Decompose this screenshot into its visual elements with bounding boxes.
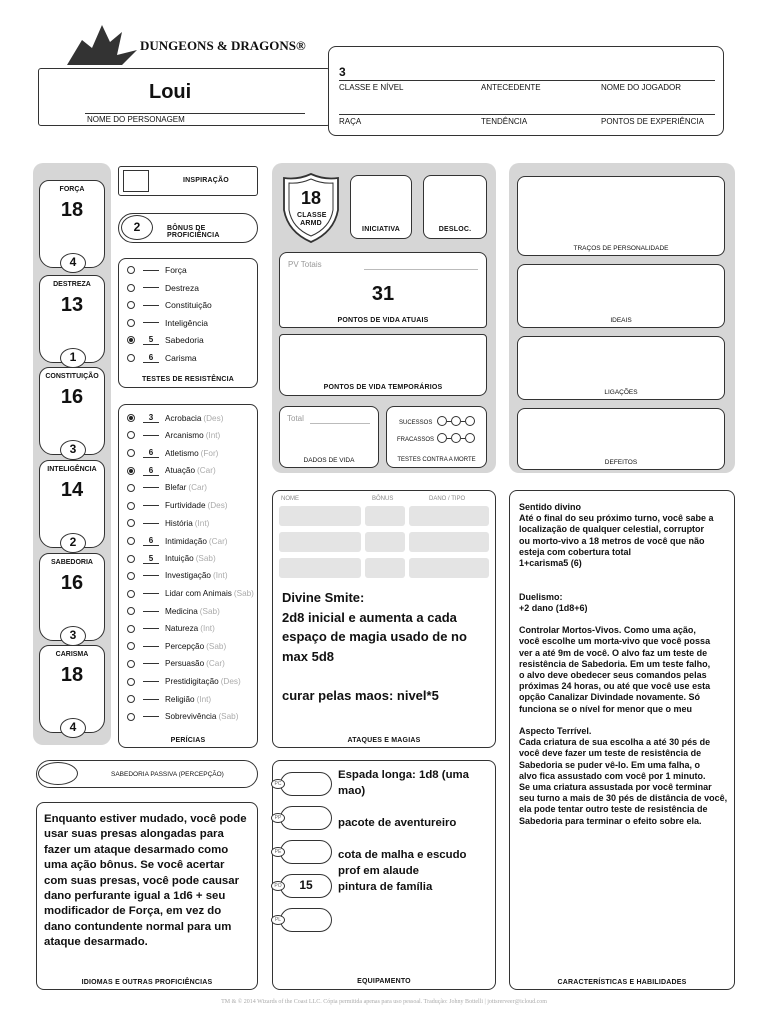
saving-throw-name: Constituição <box>165 300 212 310</box>
max-hp-line <box>364 269 478 270</box>
header-line-1 <box>339 80 715 81</box>
ability-modifier: 1 <box>60 348 86 368</box>
saving-throws-title: TESTES DE RESISTÊNCIA <box>141 376 235 383</box>
skill-row[interactable] <box>127 642 226 651</box>
proficiency-checkbox[interactable] <box>127 449 135 457</box>
attack-col-name: NOME <box>281 496 299 502</box>
feature-line: esteja com cobertura total <box>519 546 632 557</box>
saving-throw-name: Força <box>165 265 187 275</box>
logo-text: DUNGEONS & DRAGONS® <box>140 38 306 53</box>
attack-col-bonus: BÔNUS <box>372 496 394 502</box>
feature-line: Controlar Mortos-Vivos. Como uma ação, <box>519 625 696 636</box>
feature-line: Duelismo: <box>519 591 563 602</box>
proficiency-checkbox[interactable] <box>127 519 135 527</box>
header-line-2 <box>339 114 715 115</box>
skill-value[interactable] <box>143 716 159 717</box>
proficiency-checkbox[interactable] <box>127 660 135 668</box>
flaws-label: DEFEITOS <box>604 459 638 466</box>
skill-attribute: (Car) <box>206 659 225 669</box>
proficiency-checkbox[interactable] <box>127 607 135 615</box>
proficiency-checkbox[interactable] <box>127 301 135 309</box>
footer-text: TM & © 2014 Wizards of the Coast LLC. Cópia permitida apenas para uso pessoal. Tradução: Johny Bottelli | jottsrerveer@icloud.com <box>221 999 547 1005</box>
coin-gp[interactable]: PO 15 <box>280 874 332 898</box>
xp-label: PONTOS DE EXPERIÊNCIA <box>601 117 704 126</box>
skill-attribute: (Sab) <box>199 606 220 616</box>
ability-modifier: 4 <box>60 718 86 738</box>
feature-line <box>519 614 731 625</box>
ability-destreza: DESTREZA 13 1 <box>39 275 105 363</box>
attack-row-1-damage[interactable] <box>409 506 489 526</box>
ability-score[interactable]: 18 <box>60 664 84 686</box>
skill-value[interactable] <box>143 699 159 700</box>
proficiency-checkbox[interactable] <box>127 467 135 475</box>
attack-col-damage: DANO / TIPO <box>429 496 466 502</box>
skill-value[interactable] <box>143 628 159 629</box>
skill-row[interactable] <box>127 413 223 423</box>
skill-attribute: (Sab) <box>206 641 227 651</box>
skill-value[interactable] <box>143 663 159 664</box>
skill-value[interactable] <box>143 575 159 576</box>
proficiency-checkbox[interactable] <box>127 431 135 439</box>
initiative-box[interactable] <box>350 175 412 239</box>
class-level-label: CLASSE E NÍVEL <box>339 83 404 92</box>
logo <box>62 20 332 70</box>
inspiration-box[interactable] <box>118 166 258 196</box>
skill-row[interactable] <box>127 607 220 616</box>
coin-ep[interactable]: PE <box>280 840 332 864</box>
saving-throw-row[interactable] <box>127 335 204 345</box>
bonds-box[interactable] <box>517 336 725 400</box>
dragon-emblem-icon <box>62 20 142 70</box>
hit-dice-label: DADOS DE VIDA <box>303 457 355 464</box>
bonds-label: LIGAÇÕES <box>604 389 638 396</box>
skill-attribute: (Int) <box>200 624 215 634</box>
saving-throw-value[interactable]: 5 <box>143 335 159 345</box>
proficiency-checkbox[interactable] <box>127 484 135 492</box>
death-failures-checks[interactable] <box>437 433 475 443</box>
skill-name: Religião <box>165 694 195 704</box>
current-hp-box[interactable] <box>279 252 487 328</box>
character-name-value[interactable]: Loui <box>149 81 192 103</box>
feature-line <box>519 569 731 580</box>
coin-sp[interactable]: PP <box>280 806 332 830</box>
skill-attribute: (Sab) <box>218 712 239 722</box>
proficiency-checkbox[interactable] <box>127 354 135 362</box>
feature-line <box>519 715 731 726</box>
skill-attribute: (Des) <box>203 413 224 423</box>
hit-dice-total-line <box>310 423 370 424</box>
ability-score[interactable]: 18 <box>60 199 84 221</box>
feature-line: você escolhe um morta-vivo que você possa <box>519 636 711 647</box>
feature-line: funciona se o nível for menor que o meu <box>519 703 693 714</box>
skill-attribute: (Car) <box>197 466 216 476</box>
character-name-banner <box>38 68 330 126</box>
proficiency-checkbox[interactable] <box>127 502 135 510</box>
feature-line <box>519 580 731 591</box>
saving-throw-value[interactable] <box>143 322 159 323</box>
feature-line: ou morto-vivo a 18 metros de você que não <box>519 535 705 546</box>
character-name-label: NOME DO PERSONAGEM <box>87 115 185 124</box>
feature-line: o alvo deve obedecer seus comandos pelas <box>519 670 707 680</box>
ability-modifier: 3 <box>60 626 86 646</box>
proficiency-checkbox[interactable] <box>127 555 135 563</box>
skill-row[interactable] <box>127 695 211 704</box>
ability-forca: FORÇA 18 4 <box>39 180 105 268</box>
skill-name: Arcanismo <box>165 430 204 440</box>
ability-inteligencia: INTELIGÊNCIA 14 2 <box>39 460 105 548</box>
saving-throw-name: Inteligência <box>165 317 209 328</box>
ideals-box[interactable] <box>517 264 725 328</box>
feature-line: alvo fica assustado com você por 1 minuto. <box>519 770 706 781</box>
skill-row[interactable] <box>127 659 225 668</box>
skill-attribute: (Int) <box>212 571 228 581</box>
feature-line: seu turno a mais de 30 pés de distância de você, <box>519 793 728 804</box>
skill-value[interactable] <box>143 611 159 612</box>
death-failures-label: FRACASSOS <box>397 437 435 443</box>
alignment-label: TENDÊNCIA <box>481 117 528 126</box>
proficiency-checkbox[interactable] <box>127 642 135 650</box>
feature-line: localização de qualquer celestial, corruptor <box>519 524 705 535</box>
skill-value[interactable]: 3 <box>143 413 159 423</box>
temp-hp-label: PONTOS DE VIDA TEMPORÁRIOS <box>323 384 443 391</box>
hit-dice-total-label: Total <box>287 414 304 423</box>
skill-attribute: (For) <box>200 448 219 458</box>
skill-name: Persuasão <box>165 659 205 669</box>
feature-line: resistência de Sabedoria. Em um teste falho, <box>519 658 711 669</box>
inspiration-label: INSPIRAÇÃO <box>183 177 229 184</box>
skill-attribute: (Sab) <box>233 589 254 598</box>
saving-throw-value[interactable] <box>143 270 159 271</box>
skill-name: Atletismo <box>165 448 199 458</box>
attack-row-1-name[interactable] <box>279 506 361 526</box>
skill-attribute: (Car) <box>208 536 228 546</box>
proficiency-checkbox[interactable] <box>127 319 135 327</box>
current-hp-label: PONTOS DE VIDA ATUAIS <box>337 317 429 324</box>
ability-constituicao: CONSTITUIÇÃO 16 3 <box>39 367 105 455</box>
character-name-line <box>85 113 305 114</box>
proficiency-checkbox[interactable] <box>127 713 135 721</box>
skills-box <box>118 404 258 748</box>
feature-line: próximas 24 horas, ou até que você use esta <box>519 681 711 692</box>
features-box <box>509 490 735 990</box>
ability-modifier: 4 <box>60 253 86 273</box>
skill-value[interactable]: 6 <box>143 536 159 546</box>
saving-throws-box <box>118 258 258 388</box>
features-title: CARACTERÍSTICAS E HABILIDADES <box>557 979 687 986</box>
proficiency-value[interactable]: 2 <box>121 215 153 240</box>
death-saves-label: TESTES CONTRA A MORTE <box>397 457 476 463</box>
death-successes-label: SUCESSOS <box>399 420 433 426</box>
armor-class-value[interactable]: 18 <box>300 188 322 208</box>
skill-row[interactable] <box>127 431 220 440</box>
skill-value[interactable] <box>143 681 159 682</box>
proficiency-checkbox[interactable] <box>127 336 135 344</box>
skills-title: PERÍCIAS <box>170 737 206 744</box>
personality-traits-box[interactable] <box>517 176 725 256</box>
skill-attribute: (Sab) <box>195 554 216 564</box>
skill-attribute: (Car) <box>188 483 208 493</box>
skill-row[interactable] <box>127 501 228 510</box>
equipment-title: EQUIPAMENTO <box>357 978 411 985</box>
saving-throw-name: Sabedoria <box>165 335 204 345</box>
skill-row[interactable] <box>127 571 228 580</box>
ability-sabedoria: SABEDORIA 16 3 <box>39 553 105 641</box>
saving-throw-value[interactable] <box>143 287 159 288</box>
proficiency-checkbox[interactable] <box>127 678 135 686</box>
skill-name: Intuição <box>165 554 194 564</box>
speed-label: DESLOC. <box>438 226 472 233</box>
attack-row-3-damage[interactable] <box>409 558 489 578</box>
ability-score[interactable]: 13 <box>60 294 84 316</box>
saving-throw-name: Destreza <box>165 282 200 293</box>
speed-box[interactable] <box>423 175 487 239</box>
feature-line: ver a até 9m de você. O alvo faz um teste de <box>519 647 708 658</box>
class-level-value[interactable]: 3 <box>339 65 346 79</box>
skill-name: Furtividade <box>165 501 206 510</box>
feature-line: Sabedoria se puder vê-lo. Em uma falha, o <box>519 759 701 770</box>
race-label: RAÇA <box>339 117 362 126</box>
skill-row[interactable] <box>127 589 254 598</box>
passive-perception-box <box>36 760 258 788</box>
skill-row[interactable] <box>127 466 216 476</box>
saving-throw-value[interactable]: 6 <box>143 353 159 363</box>
skill-value[interactable] <box>143 435 159 436</box>
death-successes-checks[interactable] <box>437 416 475 426</box>
header-info-box <box>328 46 724 136</box>
ideals-label: IDEAIS <box>610 317 632 324</box>
saving-throw-row[interactable] <box>127 353 197 363</box>
proficiency-checkbox[interactable] <box>127 572 135 580</box>
ability-modifier: 2 <box>60 533 86 553</box>
skill-value[interactable]: 6 <box>143 448 159 458</box>
features-text[interactable] <box>519 502 731 827</box>
skill-row[interactable] <box>127 624 215 633</box>
ability-carisma: CARISMA 18 4 <box>39 645 105 733</box>
skill-name: Natureza <box>165 624 199 634</box>
attack-row-3-bonus[interactable] <box>365 558 405 578</box>
feature-line: +2 dano (1d8+6) <box>519 602 588 613</box>
skill-row[interactable] <box>127 677 241 686</box>
saving-throw-name: Carisma <box>165 352 197 363</box>
skill-name: Medicina <box>165 606 198 616</box>
skill-row[interactable] <box>127 712 238 721</box>
saving-throw-value[interactable] <box>143 305 159 306</box>
passive-perception-value[interactable] <box>38 762 78 785</box>
saving-throw-row[interactable] <box>127 283 199 293</box>
skill-name: Atuação <box>165 466 196 476</box>
languages-text[interactable]: Enquanto estiver mudado, você pode usar suas presas alongadas para fazer um ataque desarmado como uma ação bônus. Se você acertar com suas presas, você pode causar dano perfurante igual a 1d6 + seu modificador de Força, em vez do dano contundente normal para um ataque desarmado. <box>44 813 247 949</box>
inspiration-checkbox[interactable] <box>123 170 149 192</box>
feature-line: ela pode tentar outro teste de resistência de <box>519 804 708 815</box>
attacks-box <box>272 490 496 748</box>
attack-row-2-damage[interactable] <box>409 532 489 552</box>
skill-name: Percepção <box>165 641 205 651</box>
ability-score[interactable]: 14 <box>60 479 84 501</box>
armor-class-shield <box>280 172 342 244</box>
skill-row[interactable] <box>127 448 218 458</box>
skill-attribute: (Des) <box>207 501 228 510</box>
coin-cp[interactable]: PC <box>280 772 332 796</box>
proficiency-checkbox[interactable] <box>127 414 135 422</box>
ability-modifier: 3 <box>60 440 86 460</box>
feature-line: 1+carisma5 (6) <box>519 558 582 569</box>
proficiency-checkbox[interactable] <box>127 625 135 633</box>
proficiency-checkbox[interactable] <box>127 537 135 545</box>
ability-score[interactable]: 16 <box>60 386 84 408</box>
passive-perception-label: SABEDORIA PASSIVA (PERCEPÇÃO) <box>111 771 224 778</box>
skill-value[interactable]: 5 <box>143 554 159 564</box>
languages-title: IDIOMAS E OUTRAS PROFICIÊNCIAS <box>81 979 213 986</box>
temp-hp-box[interactable] <box>279 334 487 396</box>
skill-name: Intimidação <box>165 536 207 546</box>
feature-line: Sabedoria para terminar o efeito sobre ela. <box>519 815 702 826</box>
proficiency-checkbox[interactable] <box>127 590 135 598</box>
attacks-title: ATAQUES E MAGIAS <box>347 737 421 744</box>
feature-line: Cada criatura de sua escolha a até 30 pés de <box>519 737 711 748</box>
feature-line: Aspecto Terrível. <box>519 726 592 736</box>
feature-line: você deve fazer um teste de resistência de <box>519 748 702 759</box>
skill-row[interactable] <box>127 554 216 564</box>
attack-row-3-name[interactable] <box>279 558 361 578</box>
attacks-notes[interactable]: Divine Smite: 2d8 inicial e aumenta a cada espaço de magia usado de no max 5d8 curar pelas maos: nivel*5 <box>282 590 467 703</box>
skill-row[interactable] <box>127 519 209 528</box>
saving-throw-row[interactable] <box>127 265 187 275</box>
skill-value[interactable] <box>143 505 159 506</box>
skill-value[interactable] <box>143 487 159 488</box>
feature-line: Se uma criatura assustada por você terminar <box>519 782 712 793</box>
skill-attribute: (Des) <box>220 677 241 686</box>
attack-row-2-bonus[interactable] <box>365 532 405 552</box>
proficiency-checkbox[interactable] <box>127 284 135 292</box>
current-hp-value[interactable]: 31 <box>371 283 395 305</box>
ability-score[interactable]: 16 <box>60 572 84 594</box>
coin-pp[interactable]: PL <box>280 908 332 932</box>
proficiency-checkbox[interactable] <box>127 695 135 703</box>
death-saves-box <box>386 406 487 468</box>
feature-line: opção Canalizar Divindade novamente. Só <box>519 692 701 703</box>
skill-name: Lidar com Animais <box>165 589 232 598</box>
flaws-box[interactable] <box>517 408 725 470</box>
saving-throw-row[interactable] <box>127 318 208 328</box>
attack-row-2-name[interactable] <box>279 532 361 552</box>
languages-box <box>36 802 258 990</box>
max-hp-label: PV Totais <box>288 260 322 269</box>
skill-value[interactable]: 6 <box>143 466 159 476</box>
proficiency-checkbox[interactable] <box>127 266 135 274</box>
background-label: ANTECEDENTE <box>481 83 541 92</box>
skill-name: Acrobacia <box>165 413 202 423</box>
skill-value[interactable] <box>143 593 159 594</box>
hit-dice-box[interactable] <box>279 406 379 468</box>
skill-attribute: (Int) <box>205 430 221 440</box>
skill-name: Blefar <box>165 483 187 493</box>
saving-throw-row[interactable] <box>127 300 212 310</box>
skill-attribute: (Int) <box>194 518 210 528</box>
skill-value[interactable] <box>143 523 159 524</box>
personality-traits-label: TRAÇOS DE PERSONALIDADE <box>573 245 669 252</box>
skill-attribute: (Int) <box>196 694 212 704</box>
player-name-label: NOME DO JOGADOR <box>601 83 682 92</box>
skill-name: História <box>165 518 193 528</box>
proficiency-box <box>118 213 258 243</box>
skill-value[interactable] <box>143 646 159 647</box>
attack-row-1-bonus[interactable] <box>365 506 405 526</box>
skill-row[interactable] <box>127 536 228 546</box>
proficiency-label: BÔNUS DE PROFICIÊNCIA <box>167 225 220 239</box>
skill-name: Prestidigitação <box>165 677 219 686</box>
feature-line: Até o final do seu próximo turno, você sabe a <box>519 513 714 524</box>
skill-row[interactable] <box>127 483 207 492</box>
skill-name: Investigação <box>165 571 211 581</box>
feature-line: Sentido divino <box>519 502 581 512</box>
skill-name: Sobrevivência <box>165 712 217 722</box>
armor-class-label: CLASSE ARMD <box>297 212 327 227</box>
equipment-list[interactable]: Espada longa: 1d8 (uma mao) pacote de aventureiro cota de malha e escudo prof em alaude pintura de família <box>338 769 470 893</box>
initiative-label: INICIATIVA <box>362 226 400 233</box>
